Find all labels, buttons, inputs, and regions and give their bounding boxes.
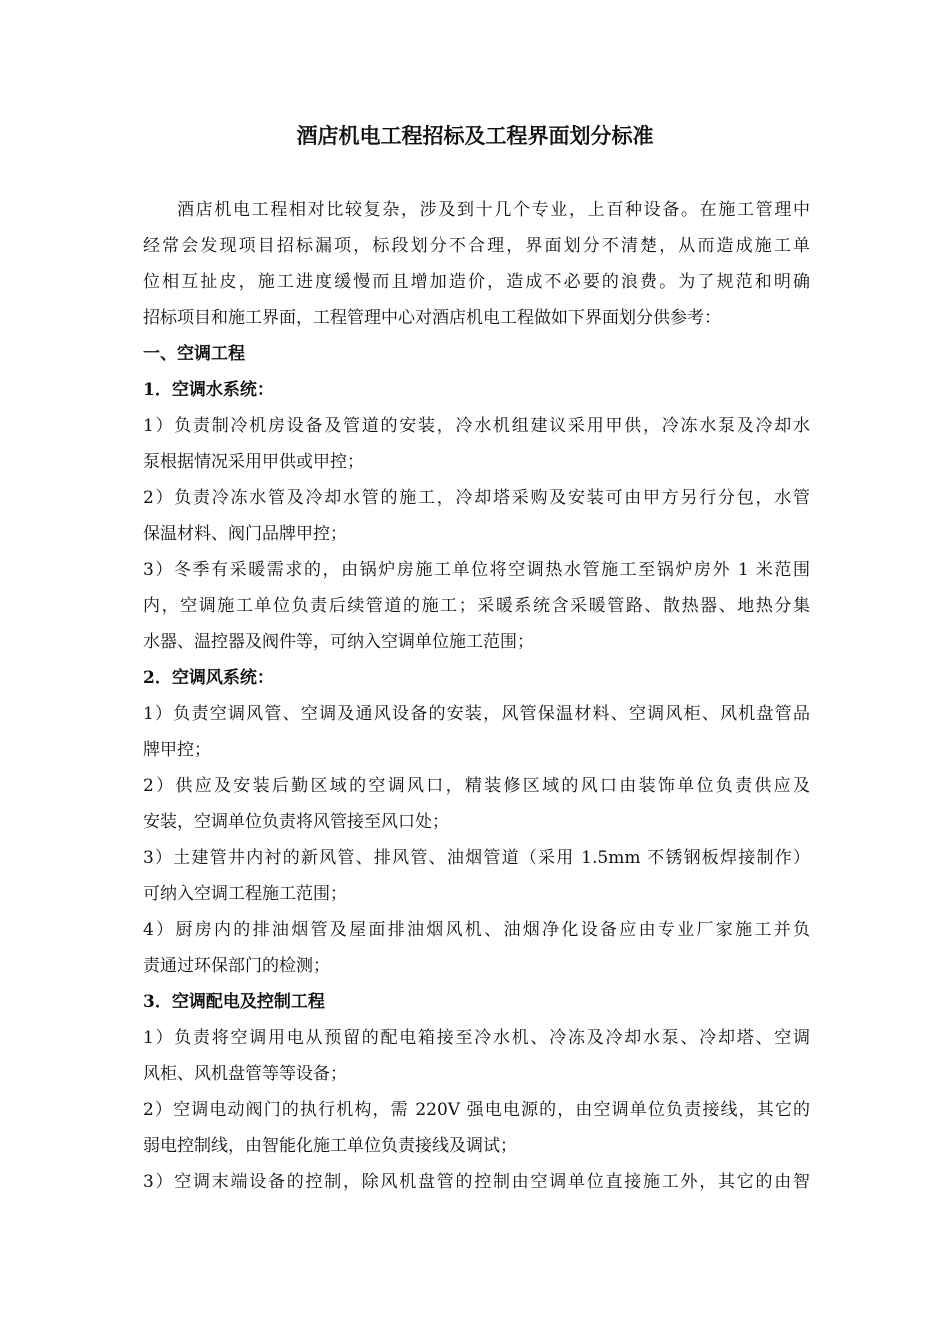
subsection-heading: 1．空调水系统： xyxy=(143,380,274,400)
body-line: 水器、温控器及阀件等，可纳入空调单位施工范围； xyxy=(143,632,534,652)
document-title: 酒店机电工程招标及工程界面划分标准 xyxy=(296,123,654,148)
body-line: 酒店机电工程相对比较复杂，涉及到十几个专业，上百种设备。在施工管理中 xyxy=(177,200,810,220)
body-line: 1）负责空调风管、空调及通风设备的安装，风管保温材料、空调风柜、风机盘管品 xyxy=(143,704,810,724)
body-line: 安装，空调单位负责将风管接至风口处； xyxy=(143,812,449,832)
body-line: 牌甲控； xyxy=(143,740,211,760)
subsection-heading: 2．空调风系统： xyxy=(143,668,274,688)
section-heading: 一、空调工程 xyxy=(143,344,245,364)
body-line: 2）空调电动阀门的执行机构，需 220V 强电电源的，由空调单位负责接线，其它的 xyxy=(143,1100,810,1120)
body-line: 招标项目和施工界面，工程管理中心对酒店机电工程做如下界面划分供参考： xyxy=(143,308,721,328)
body-line: 风柜、风机盘管等等设备； xyxy=(143,1064,347,1084)
body-line: 3）土建管井内衬的新风管、排风管、油烟管道（采用 1.5mm 不锈钢板焊接制作） xyxy=(143,848,810,868)
body-line: 弱电控制线，由智能化施工单位负责接线及调试； xyxy=(143,1136,517,1156)
subsection-heading: 3．空调配电及控制工程 xyxy=(143,992,325,1012)
body-line: 责通过环保部门的检测； xyxy=(143,956,330,976)
body-line: 保温材料、阀门品牌甲控； xyxy=(143,524,347,544)
body-line: 经常会发现项目招标漏项，标段划分不合理，界面划分不清楚，从而造成施工单 xyxy=(143,236,810,256)
body-line: 内，空调施工单位负责后续管道的施工；采暖系统含采暖管路、散热器、地热分集 xyxy=(143,596,810,616)
body-line: 可纳入空调工程施工范围； xyxy=(143,884,347,904)
body-line: 4）厨房内的排油烟管及屋面排油烟风机、油烟净化设备应由专业厂家施工并负 xyxy=(143,920,810,940)
body-line: 3）空调末端设备的控制，除风机盘管的控制由空调单位直接施工外，其它的由智 xyxy=(143,1172,810,1192)
document-body xyxy=(143,192,810,1200)
body-line: 1）负责将空调用电从预留的配电箱接至冷水机、冷冻及冷却水泵、冷却塔、空调 xyxy=(143,1028,810,1048)
body-line: 2）供应及安装后勤区域的空调风口，精装修区域的风口由装饰单位负责供应及 xyxy=(143,776,810,796)
body-line: 2）负责冷冻水管及冷却水管的施工，冷却塔采购及安装可由甲方另行分包，水管 xyxy=(143,488,810,508)
body-line: 1）负责制冷机房设备及管道的安装，冷水机组建议采用甲供，冷冻水泵及冷却水 xyxy=(143,416,810,436)
body-line: 3）冬季有采暖需求的，由锅炉房施工单位将空调热水管施工至锅炉房外 1 米范围 xyxy=(143,560,810,580)
body-line: 泵根据情况采用甲供或甲控； xyxy=(143,452,364,472)
body-line: 位相互扯皮，施工进度缓慢而且增加造价，造成不必要的浪费。为了规范和明确 xyxy=(143,272,810,292)
